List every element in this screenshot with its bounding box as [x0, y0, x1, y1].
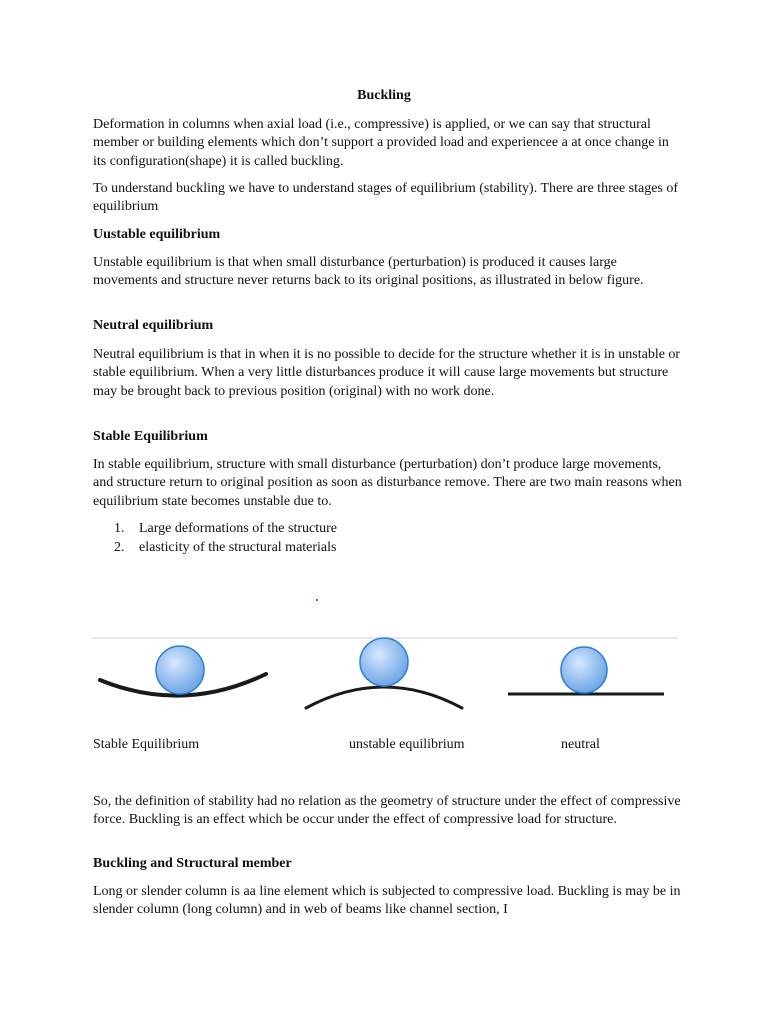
caption-unstable: unstable equilibrium [349, 737, 465, 752]
member-heading: Buckling and Structural member [93, 856, 292, 871]
caption-stable: Stable Equilibrium [93, 737, 200, 752]
document-title: Buckling [357, 88, 411, 103]
caption-neutral: neutral [561, 737, 600, 752]
definition-paragraph: So, the definition of stability had no relation as the geometry of structure under the effect of compressive force. Buckling is an effect which be occur under the effect of compressive load for structure. [93, 794, 681, 828]
list-item-text: Large deformations of the structure [139, 521, 338, 536]
stable-heading: Stable Equilibrium [93, 429, 208, 444]
unstable-heading: Uustable equilibrium [93, 227, 221, 242]
list-item [93, 538, 337, 557]
stray-red-dot [316, 599, 318, 601]
neutral-ball-icon [561, 647, 607, 693]
stages-paragraph: To understand buckling we have to understand stages of equilibrium (stability). There are three stages of equilibrium [93, 181, 679, 215]
list-item [93, 519, 337, 538]
reasons-list [93, 519, 337, 557]
list-item-number: 1. [114, 521, 125, 536]
neutral-heading: Neutral equilibrium [93, 318, 214, 333]
unstable-convex-surface [306, 687, 462, 708]
list-item-text: elasticity of the structural materials [139, 540, 337, 555]
equilibrium-figure [90, 630, 680, 725]
intro-paragraph: Deformation in columns when axial load (i.e., compressive) is applied, or we can say that structural member or building elements which don’t support a provided load and experiencee a at once change in its configuration(shape) it is called buckling. [93, 117, 669, 169]
stable-ball-icon [156, 646, 204, 694]
stable-paragraph: In stable equilibrium, structure with small disturbance (perturbation) don’t produce large movements, and structure return to original position as soon as disturbance remove. There are two main reasons when equilibrium state becomes unstable due to. [93, 457, 682, 509]
neutral-paragraph: Neutral equilibrium is that in when it is no possible to decide for the structure whether it is in unstable or stable equilibrium. When a very little disturbances produce it will cause large movements but structure may be brought back to previous position (original) with no work done. [93, 347, 681, 399]
member-paragraph: Long or slender column is aa line element which is subjected to compressive load. Buckling is may be in slender column (long column) and in web of beams like channel section, I [93, 884, 681, 918]
unstable-ball-icon [360, 638, 408, 686]
unstable-paragraph: Unstable equilibrium is that when small disturbance (perturbation) is produced it causes large movements and structure never returns back to its original positions, as illustrated in below figure. [93, 255, 644, 289]
list-item-number: 2. [114, 540, 125, 555]
